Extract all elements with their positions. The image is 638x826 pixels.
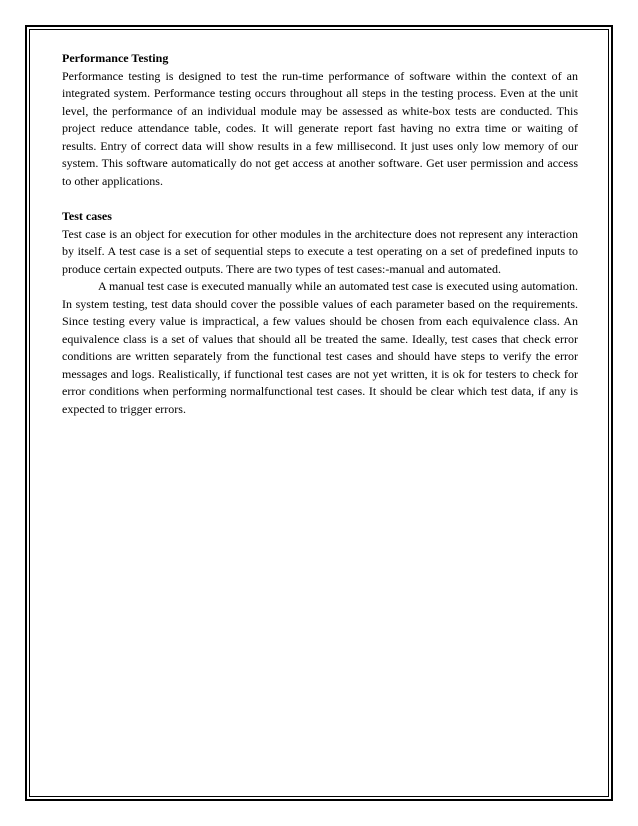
test-cases-paragraph-1: Test case is an object for execution for other modules in the architecture does not represent any interaction by itself. A test case is a set of sequential steps to execute a test operating on a set of predefined inputs to produce certain expected outputs. There are two types of test cases:-manual and automated. xyxy=(62,226,578,276)
test-cases-heading: Test cases xyxy=(62,209,112,223)
test-cases-paragraph-2: A manual test case is executed manually while an automated test case is executed using automation. In system testing, test data should cover the possible values of each parameter based on the requirements. Since testing every value is impractical, a few values should be chosen from each equivalence class. An equivalence class is a set of values that should all be treated the same. Ideally, test cases that check error conditions are written separately from the functional test cases and should have steps to verify the error messages and logs. Realistically, if functional test cases are not yet written, it is ok for testers to check for error conditions when performing normalfunctional test cases. It should be clear which test data, if any is expected to trigger errors. xyxy=(62,279,578,416)
section-spacer xyxy=(62,190,578,208)
performance-testing-paragraph: Performance testing is designed to test the run-time performance of software within the context of an integrated system. Performance testing occurs throughout all steps in the testing process. Even at the unit level, the performance of an individual module may be assessed as white-box tests are conducted. This project reduce attendance table, codes. It will generate report fast having no extra time or waiting of results. Entry of correct data will show results in a few millisecond. It just uses only low memory of our system. This software automatically do not get access at another software. Get user permission and access to other applications. xyxy=(62,68,578,188)
performance-testing-heading: Performance Testing xyxy=(62,51,169,65)
document-body xyxy=(62,50,578,418)
